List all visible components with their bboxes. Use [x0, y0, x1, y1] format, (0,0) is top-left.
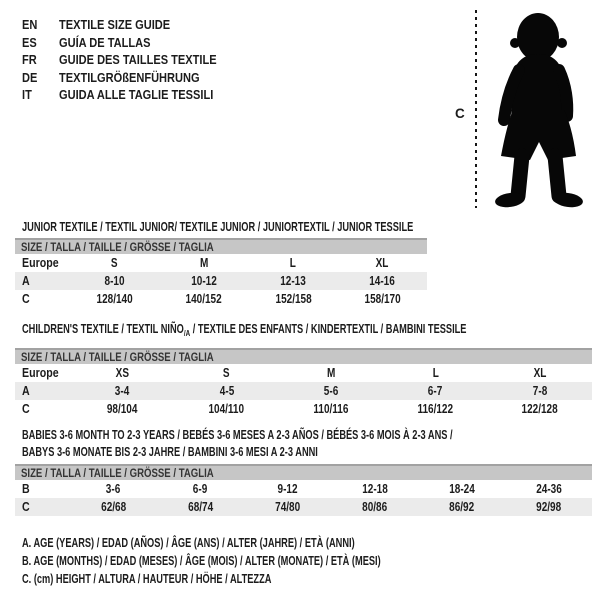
table-row: A 3-4 4-5 5-6 6-7 7-8 [15, 382, 592, 400]
size-band-label: SIZE / TALLA / TAILLE / GRÖSSE / TAGLIA [21, 350, 214, 364]
size-band-label: SIZE / TALLA / TAILLE / GRÖSSE / TAGLIA [21, 240, 214, 254]
language-code: EN [22, 17, 38, 32]
junior-table-header-band [15, 238, 427, 254]
language-code: DE [22, 69, 38, 85]
language-row-fr [22, 51, 244, 69]
language-title: TEXTILGRÖßENFÜHRUNG [59, 69, 200, 85]
table-row: A 8-10 10-12 12-13 14-16 [15, 272, 427, 290]
babies-size-table [15, 464, 592, 516]
table-row: C 62/68 68/74 74/80 80/86 86/92 92/98 [15, 498, 592, 516]
children-section-heading: CHILDREN'S TEXTILE / TEXTIL $NIÑO_{/A}$ / TEXTILE DES ENFANTS / KINDERTEXTIL / BAMBINI TESSILE [22, 322, 467, 338]
height-dotted-line [475, 10, 477, 208]
height-measure-label: C [455, 106, 465, 121]
children-size-table [15, 348, 592, 418]
table-row: C 98/104 104/110 110/116 116/122 122/128 [22, 402, 558, 416]
junior-section-heading: JUNIOR TEXTILE / TEXTIL JUNIOR/ TEXTILE JUNIOR / JUNIORTEXTIL / JUNIOR TESSILE [22, 220, 414, 234]
junior-size-table [15, 238, 427, 308]
language-code: FR [22, 52, 37, 68]
language-row-es [22, 34, 244, 52]
language-row-de [22, 69, 244, 87]
table-row: Europe S M L XL [22, 256, 389, 270]
language-title-list [22, 16, 244, 104]
table-row: Europe XS S M L XL [22, 366, 547, 380]
baby-silhouette [482, 10, 596, 208]
language-title: GUIDA ALLE TAGLIE TESSILI [59, 87, 214, 103]
table-row: C 128/140 140/152 152/158 158/170 [22, 292, 401, 306]
language-title: GUÍA DE TALLAS [59, 34, 151, 50]
language-row-en [22, 16, 244, 34]
language-title: TEXTILE SIZE GUIDE [59, 17, 171, 32]
language-code: ES [22, 34, 37, 50]
size-band-label: SIZE / TALLA / TAILLE / GRÖSSE / TAGLIA [21, 466, 214, 480]
footnote-a: A. AGE (YEARS) / EDAD (AÑOS) / ÂGE (ANS) / ALTER (JAHRE) / ETÀ (ANNI) [22, 536, 355, 550]
language-code: IT [22, 87, 32, 103]
babies-table-header-band [15, 464, 592, 480]
footnote-c: C. (cm) HEIGHT / ALTURA / HAUTEUR / HÖHE / ALTEZZA [22, 572, 272, 586]
language-title: GUIDE DES TAILLES TEXTILE [59, 52, 217, 68]
table-row: B 3-6 6-9 9-12 12-18 18-24 24-36 [22, 482, 562, 496]
babies-section-heading: BABIES 3-6 MONTH TO 2-3 YEARS / BEBÉS 3-6 MESES A 2-3 AÑOS / BÉBÉS 3-6 MOIS À 2-3 ANS / BABYS 3-6 MONATE BIS 2-3 JAHRE / BAMBINI 3-6 MESI A 2-3 ANNI [22, 428, 453, 459]
language-row-it [22, 86, 244, 104]
footnote-b: B. AGE (MONTHS) / EDAD (MESES) / ÂGE (MOIS) / ALTER (MONATE) / ETÀ (MESI) [22, 554, 381, 568]
children-table-header-band [15, 348, 592, 364]
